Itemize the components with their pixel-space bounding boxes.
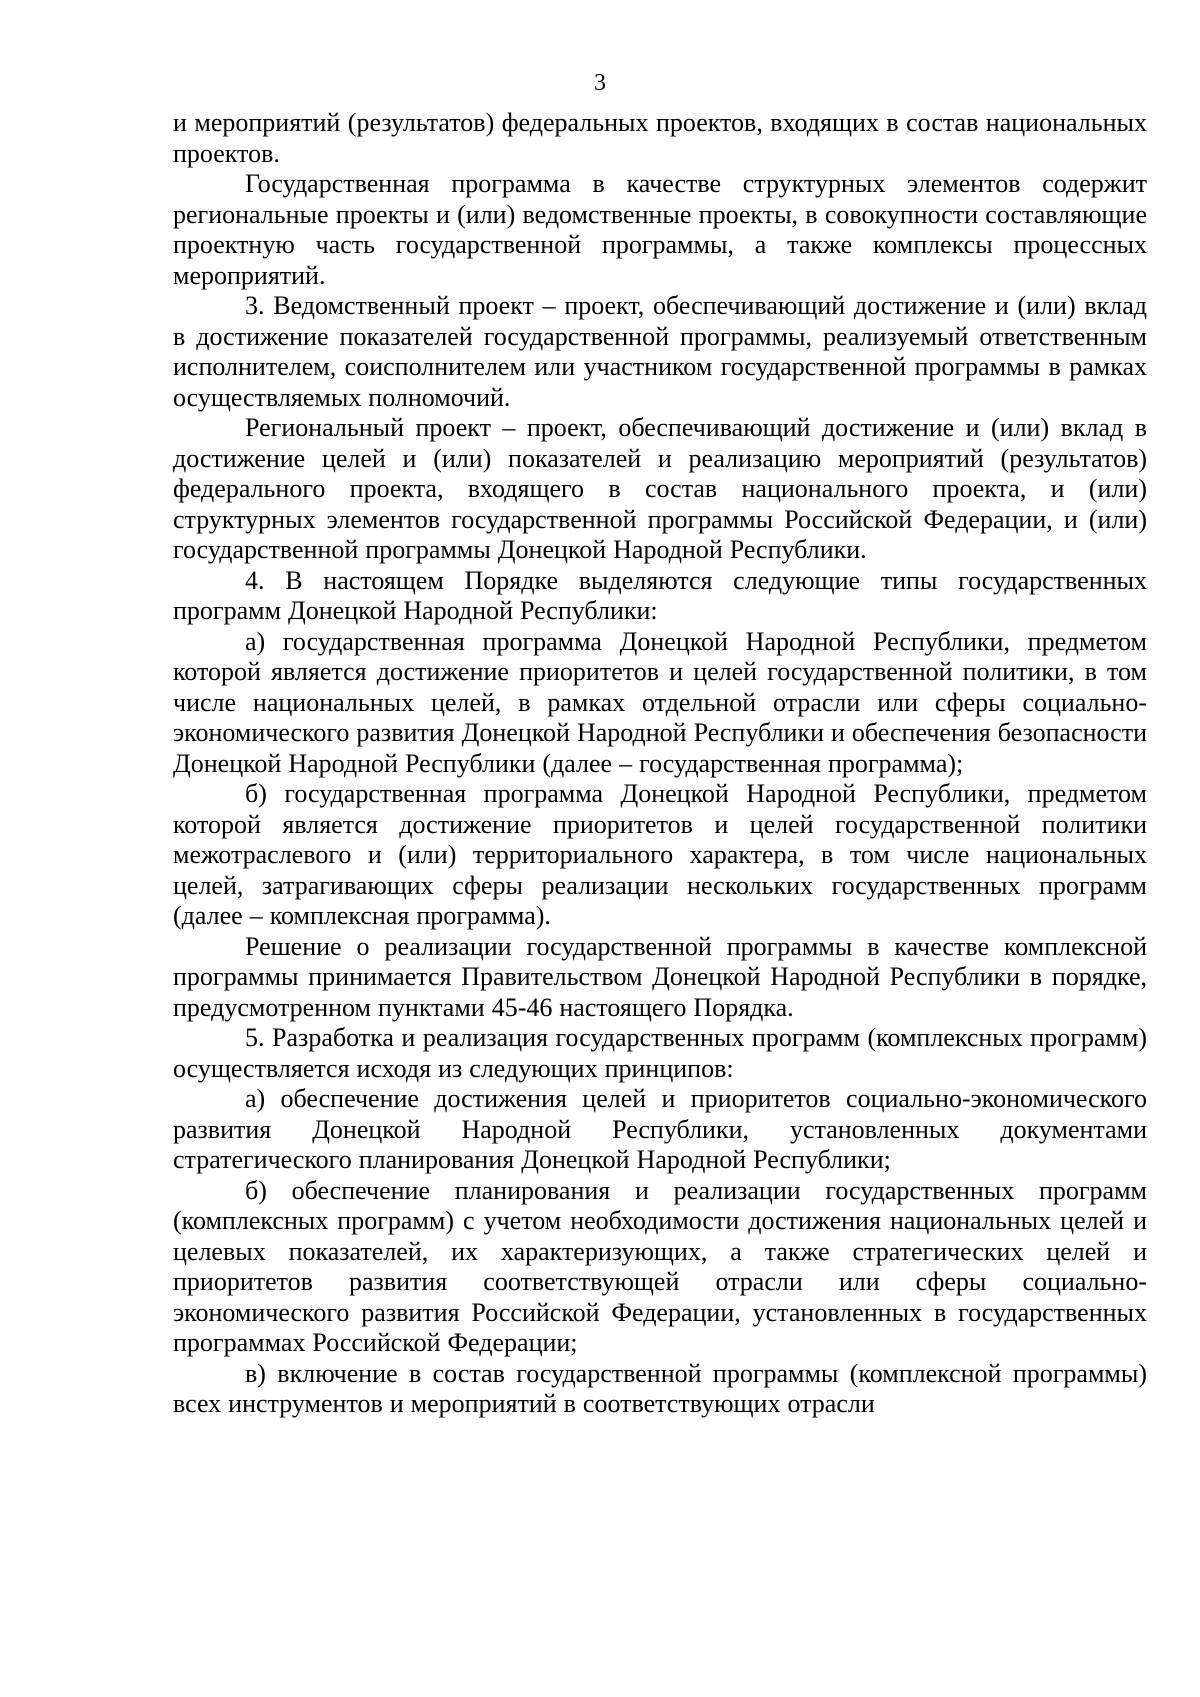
paragraph-item-5a: а) обеспечение достижения целей и приоритетов социально-экономического развития Донецкой Народной Республики, установленных документами стратегического планирования Донецкой Народной Республики; (173, 1084, 1147, 1174)
paragraph-item-4-program-types: 4. В настоящем Порядке выделяются следующие типы государственных программ Донецкой Народной Республики: (173, 565, 1147, 625)
paragraph-item-3-departmental-project: 3. Ведомственный проект – проект, обеспечивающий достижение и (или) вклад в достижение показателей государственной программы, реализуемый ответственным исполнителем, соисполнителем или участником государственной программы в рамках осуществляемых полномочий. (173, 291, 1147, 412)
paragraph-item-5-principles: 5. Разработка и реализация государственных программ (комплексных программ) осуществляется исходя из следующих принципов: (173, 1023, 1147, 1083)
paragraph-program-structure: Государственная программа в качестве структурных элементов содержит региональные проекты и (или) ведомственные проекты, в совокупности составляющие проектную часть государственной программы, а также комплексы процессных мероприятий. (173, 169, 1147, 290)
paragraph-item-5b: б) обеспечение планирования и реализации государственных программ (комплексных программ) с учетом необходимости достижения национальных целей и целевых показателей, их характеризующих, а также стратегических целей и приоритетов развития соответствующей отрасли или сферы социально-экономического развития Российской Федерации, установленных в государственных программах Российской Федерации; (173, 1175, 1147, 1357)
page-number: 3 (594, 70, 606, 96)
paragraph-item-4a: а) государственная программа Донецкой Народной Республики, предметом которой является достижение приоритетов и целей государственной политики, в том числе национальных целей, в рамках отдельной отрасли или сферы социально-экономического развития Донецкой Народной Республики и обеспечения безопасности Донецкой Народной Республики (далее – государственная программа); (173, 626, 1147, 778)
paragraph-item-4b: б) государственная программа Донецкой Народной Республики, предметом которой является достижение приоритетов и целей государственной политики межотраслевого и (или) территориального характера, в том числе национальных целей, затрагивающих сферы реализации нескольких государственных программ (далее – комплексная программа). (173, 779, 1147, 930)
document-body (173, 108, 1147, 1420)
paragraph-regional-project: Региональный проект – проект, обеспечивающий достижение и (или) вклад в достижение целей и (или) показателей и реализацию мероприятий (результатов) федерального проекта, входящего в состав национального проекта, и (или) структурных элементов государственной программы Российской Федерации, и (или) государственной программы Донецкой Народной Республики. (173, 413, 1147, 564)
paragraph-item-5c: в) включение в состав государственной программы (комплексной программы) всех инструментов и мероприятий в соответствующих отрасли (173, 1358, 1147, 1418)
paragraph-continuation: и мероприятий (результатов) федеральных проектов, входящих в состав национальных проектов. (173, 108, 1147, 168)
paragraph-complex-program-decision: Решение о реализации государственной программы в качестве комплексной программы принимается Правительством Донецкой Народной Республики в порядке, предусмотренном пунктами 45-46 настоящего Порядка. (173, 931, 1147, 1022)
